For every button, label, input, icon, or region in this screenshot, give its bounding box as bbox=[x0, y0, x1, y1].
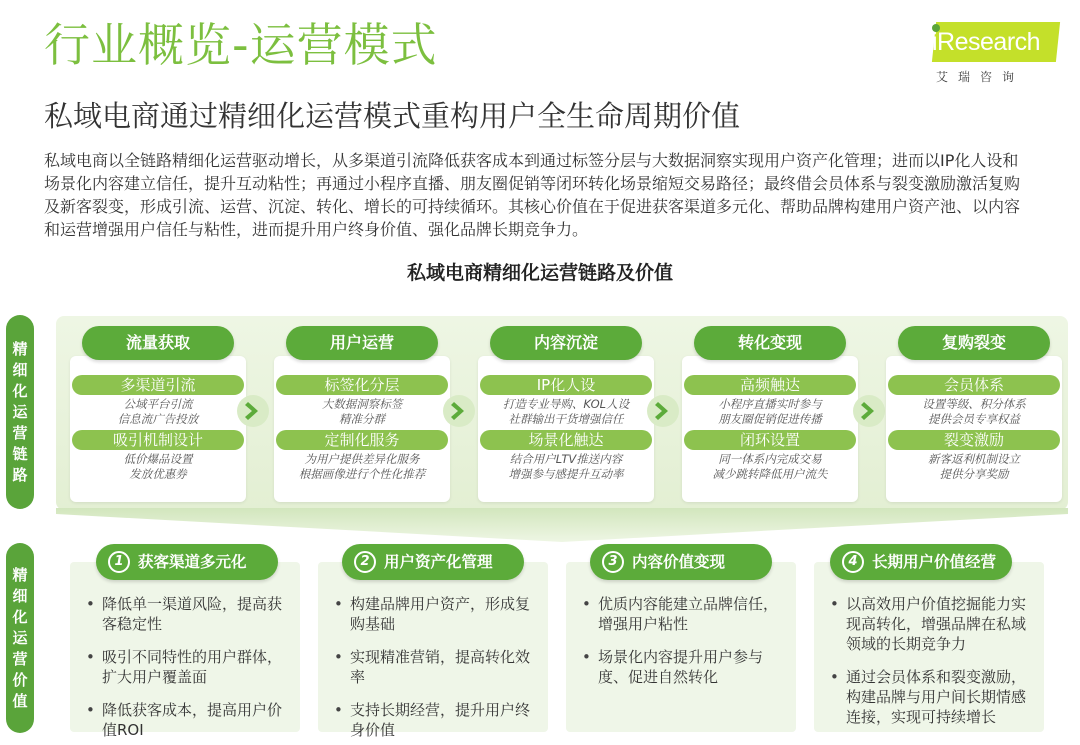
side-label-char: 价 bbox=[12, 670, 28, 689]
stage-title: 转化变现 bbox=[694, 326, 846, 360]
desc-line: 增强参与感提升互动率 bbox=[508, 467, 624, 481]
stage-item-label: IP化人设 bbox=[480, 375, 652, 395]
side-label-char: 精 bbox=[12, 565, 28, 584]
stage-item-label: 定制化服务 bbox=[276, 430, 448, 450]
value-card-header bbox=[96, 544, 278, 580]
side-label-char: 链 bbox=[12, 444, 28, 463]
side-label-char: 化 bbox=[12, 381, 28, 400]
chevron-right-icon bbox=[236, 394, 270, 428]
number-circle-icon: 1 bbox=[108, 551, 130, 573]
intro-paragraph: 私域电商以全链路精细化运营驱动增长，从多渠道引流降低获客成本到通过标签分层与大数据洞察实现用户资产化管理；进而以IP化人设和场景化内容建立信任，提升互动粘性；再通过小程序直播、朋友圈促销等闭环转化场景缩短交易路径；最终借会员体系与裂变激励激活复购及新客裂变，形成引流、运营、沉淀、转化、增长的可持续循环。其核心价值在于促进获客渠道多元化、帮助品牌构建用户资产池、以内容和运营增强用户信任与粘性，进而提升用户终身价值、强化品牌长期竞争力。 bbox=[44, 151, 1021, 239]
diagram-title: 私域电商精细化运营链路及价值 bbox=[406, 262, 673, 284]
iresearch-logo bbox=[928, 20, 1062, 84]
desc-line: 大数据洞察标签 bbox=[321, 397, 403, 411]
value-point: • 通过会员体系和裂变激励，构建品牌与用户间长期情感连接，实现可持续增长 bbox=[826, 667, 1038, 727]
value-point-list bbox=[330, 594, 542, 745]
stage-title: 内容沉淀 bbox=[490, 326, 642, 360]
stage-item-label: 场景化触达 bbox=[480, 430, 652, 450]
desc-line: 设置等级、积分体系 bbox=[922, 397, 1026, 411]
desc-line: 提供分享奖励 bbox=[939, 467, 1009, 481]
logo-brand-text: iResearch bbox=[932, 28, 1041, 56]
desc-line: 提供会员专享权益 bbox=[928, 412, 1020, 426]
value-point-list bbox=[578, 594, 790, 700]
desc-line: 根据画像进行个性化推荐 bbox=[298, 467, 426, 481]
stage-item-label: 闭环设置 bbox=[684, 430, 856, 450]
value-card-title: 用户资产化管理 bbox=[384, 553, 493, 571]
stage-item-label: 会员体系 bbox=[888, 375, 1060, 395]
desc-line: 社群输出干货增强信任 bbox=[508, 412, 624, 426]
value-point-list bbox=[826, 594, 1038, 740]
value-card-1 bbox=[70, 562, 300, 739]
stage-conversion bbox=[682, 326, 858, 500]
stage-item-label: 裂变激励 bbox=[888, 430, 1060, 450]
desc-line: 公域平台引流 bbox=[123, 397, 193, 411]
value-point: • 场景化内容提升用户参与度、促进自然转化 bbox=[578, 647, 790, 687]
side-label-operation-value bbox=[6, 543, 34, 733]
value-card-3 bbox=[566, 562, 796, 732]
stage-title: 复购裂变 bbox=[898, 326, 1050, 360]
value-point-list bbox=[82, 594, 294, 745]
page-subtitle: 私域电商通过精细化运营模式重构用户全生命周期价值 bbox=[44, 99, 741, 133]
desc-line: 精准分群 bbox=[339, 412, 385, 426]
stage-repurchase-fission bbox=[886, 326, 1062, 500]
stage-traffic-acquisition bbox=[70, 326, 246, 500]
value-card-header bbox=[590, 544, 772, 580]
value-point: • 降低单一渠道风险，提高获客稳定性 bbox=[82, 594, 294, 634]
stage-item-label: 吸引机制设计 bbox=[72, 430, 244, 450]
stage-item-desc bbox=[886, 397, 1062, 427]
desc-line: 朋友圈促销促进传播 bbox=[718, 412, 822, 426]
desc-line: 减少跳转降低用户流失 bbox=[712, 467, 828, 481]
value-point: • 降低获客成本，提高用户价值ROI bbox=[82, 700, 294, 740]
stage-item-desc bbox=[886, 452, 1062, 482]
side-label-char: 运 bbox=[12, 628, 28, 647]
desc-line: 新客返利机制设立 bbox=[928, 452, 1020, 466]
value-card-title: 获客渠道多元化 bbox=[138, 553, 247, 571]
value-point: • 构建品牌用户资产，形成复购基础 bbox=[330, 594, 542, 634]
stage-title: 用户运营 bbox=[286, 326, 438, 360]
down-arrow-divider bbox=[56, 508, 1068, 544]
desc-line: 低价爆品设置 bbox=[123, 452, 193, 466]
chevron-right-icon bbox=[852, 394, 886, 428]
side-label-char: 细 bbox=[12, 586, 28, 605]
desc-line: 信息流广告投放 bbox=[117, 412, 199, 426]
stage-user-operation bbox=[274, 326, 450, 500]
number-circle-icon: 3 bbox=[602, 551, 624, 573]
stage-item-desc bbox=[274, 452, 450, 482]
stage-item-desc bbox=[478, 397, 654, 427]
stage-item-desc bbox=[682, 397, 858, 427]
stage-item-desc bbox=[70, 452, 246, 482]
number-circle-icon: 2 bbox=[354, 551, 376, 573]
desc-line: 小程序直播实时参与 bbox=[718, 397, 822, 411]
stage-body bbox=[682, 356, 858, 502]
stage-body bbox=[478, 356, 654, 502]
logo-subtitle: 艾瑞咨询 bbox=[936, 70, 1025, 84]
stage-body bbox=[886, 356, 1062, 502]
chevron-right-icon bbox=[442, 394, 476, 428]
stage-item-desc bbox=[478, 452, 654, 482]
stage-content-accumulation bbox=[478, 326, 654, 500]
stage-item-desc bbox=[70, 397, 246, 427]
value-point: • 支持长期经营，提升用户终身价值 bbox=[330, 700, 542, 740]
number-circle-icon: 4 bbox=[842, 551, 864, 573]
stage-body bbox=[70, 356, 246, 502]
desc-line: 打造专业导购、KOL人设 bbox=[502, 397, 630, 411]
stage-item-label: 标签化分层 bbox=[276, 375, 448, 395]
stage-item-desc bbox=[682, 452, 858, 482]
page-title: 行业概览-运营模式 bbox=[44, 18, 438, 72]
value-card-4 bbox=[814, 562, 1044, 732]
side-label-operation-chain bbox=[6, 315, 34, 509]
value-point: • 实现精准营销，提高转化效率 bbox=[330, 647, 542, 687]
side-label-char: 营 bbox=[12, 423, 28, 442]
value-point: • 吸引不同特性的用户群体，扩大用户覆盖面 bbox=[82, 647, 294, 687]
value-card-title: 内容价值变现 bbox=[632, 553, 726, 571]
value-card-header bbox=[830, 544, 1012, 580]
stage-title: 流量获取 bbox=[82, 326, 234, 360]
desc-line: 发放优惠券 bbox=[129, 467, 187, 481]
side-label-char: 精 bbox=[12, 339, 28, 358]
stage-item-label: 多渠道引流 bbox=[72, 375, 244, 395]
desc-line: 结合用户LTV推送内容 bbox=[509, 452, 623, 466]
value-point: • 优质内容能建立品牌信任，增强用户粘性 bbox=[578, 594, 790, 634]
side-label-char: 细 bbox=[12, 360, 28, 379]
chevron-right-icon bbox=[646, 394, 680, 428]
desc-line: 为用户提供差异化服务 bbox=[304, 452, 420, 466]
stage-item-label: 高频触达 bbox=[684, 375, 856, 395]
value-card-2 bbox=[318, 562, 548, 739]
side-label-char: 值 bbox=[12, 691, 28, 710]
side-label-char: 运 bbox=[12, 402, 28, 421]
side-label-char: 营 bbox=[12, 649, 28, 668]
value-card-title: 长期用户价值经营 bbox=[872, 553, 997, 571]
stage-body bbox=[274, 356, 450, 502]
value-point: • 以高效用户价值挖掘能力实现高转化，增强品牌在私域领域的长期竞争力 bbox=[826, 594, 1038, 654]
desc-line: 同一体系内完成交易 bbox=[718, 452, 822, 466]
side-label-char: 化 bbox=[12, 607, 28, 626]
value-card-header bbox=[342, 544, 524, 580]
side-label-char: 路 bbox=[12, 465, 28, 484]
stage-item-desc bbox=[274, 397, 450, 427]
